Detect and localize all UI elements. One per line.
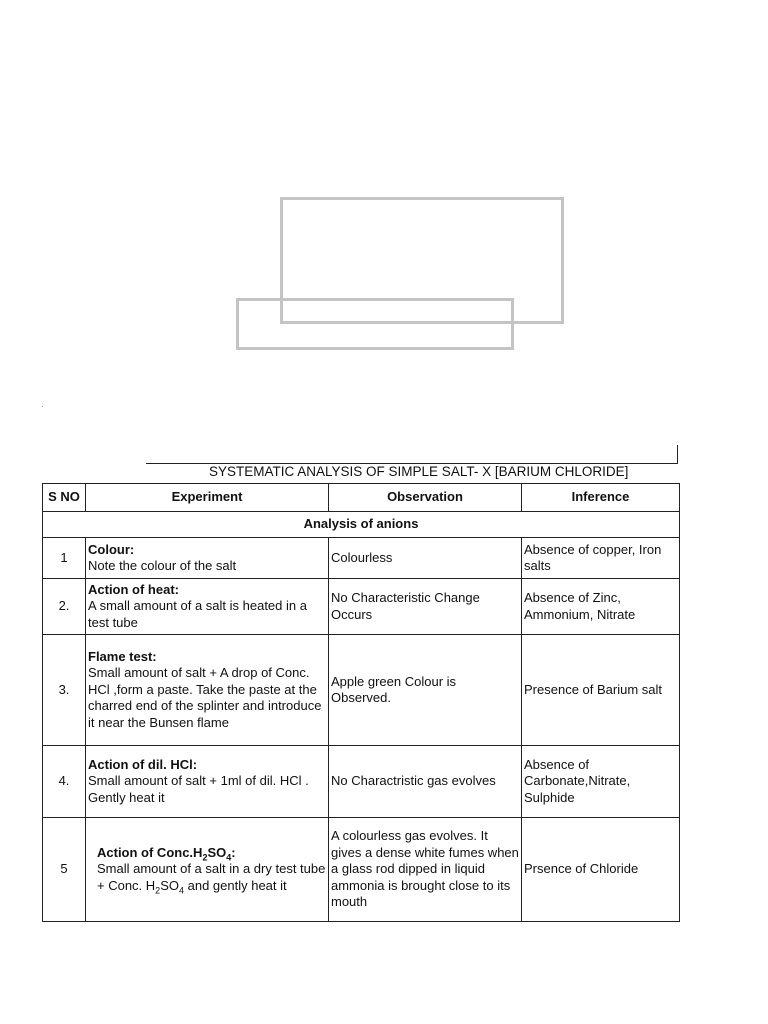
table-row [43,579,680,635]
analysis-table [42,483,680,922]
title-part: SO [207,844,227,860]
table-row [43,746,680,818]
experiment-body: Small amount of salt + A drop of Conc. HCl ,form a paste. Take the paste at the charred end of the splinter and introduce it near the Bunsen flame [88,665,322,730]
divider-tick [677,445,678,463]
table-row [43,818,680,922]
body-part: SO [160,877,179,893]
header-inference: Inference [522,484,680,512]
experiment-title: Flame test: [88,648,157,664]
experiment-title: Action of heat: [88,581,179,597]
section-row [43,512,680,538]
body-part: Small amount of a salt in a dry test tube + Conc. H [97,861,326,893]
row-observation: No Characteristic Change Occurs [329,579,522,635]
subscript: 2 [202,852,208,863]
table-row [43,538,680,579]
experiment-title [97,845,326,862]
table-header-row [43,484,680,512]
title-part: : [231,844,236,860]
experiment-title: Action of dil. HCl: [88,756,198,772]
table-row [43,635,680,746]
header-experiment: Experiment [86,484,329,512]
row-observation: A colourless gas evolves. It gives a dense white fumes when a glass rod dipped in liquid ammonia is brought close to its mouth [329,818,522,922]
row-experiment [86,579,329,635]
row-experiment [86,635,329,746]
row-sno: 3. [43,635,86,746]
experiment-body: Small amount of salt + 1ml of dil. HCl . Gently heat it [88,773,309,805]
row-observation: Apple green Colour is Observed. [329,635,522,746]
body-part: and gently heat it [184,877,287,893]
experiment-body: A small amount of a salt is heated in a test tube [88,598,307,630]
stray-mark [42,406,43,407]
row-experiment [86,818,329,922]
row-sno: 1 [43,538,86,579]
row-observation: No Charactristic gas evolves [329,746,522,818]
row-sno: 5 [43,818,86,922]
title-part: Action of Conc.H [97,844,203,860]
subscript: 4 [226,852,232,863]
row-observation: Colourless [329,538,522,579]
experiment-title: Colour: [88,541,135,557]
section-title: Analysis of anions [43,512,680,538]
experiment-body: Note the colour of the salt [88,558,237,573]
row-experiment [86,538,329,579]
subscript: 4 [178,885,184,896]
row-inference: Presence of Barium salt [522,635,680,746]
header-sno: S NO [43,484,86,512]
row-sno: 4. [43,746,86,818]
row-inference: Absence of copper, Iron salts [522,538,680,579]
image-placeholder-frame-small [236,298,514,350]
subscript: 2 [155,885,161,896]
row-inference: Absence of Zinc, Ammonium, Nitrate [522,579,680,635]
header-observation: Observation [329,484,522,512]
row-experiment [86,746,329,818]
experiment-body [97,861,326,896]
document-title: SYSTEMATIC ANALYSIS OF SIMPLE SALT- X [BARIUM CHLORIDE] [209,464,629,479]
row-inference: Prsence of Chloride [522,818,680,922]
row-sno: 2. [43,579,86,635]
row-inference: Absence of Carbonate,Nitrate, Sulphide [522,746,680,818]
